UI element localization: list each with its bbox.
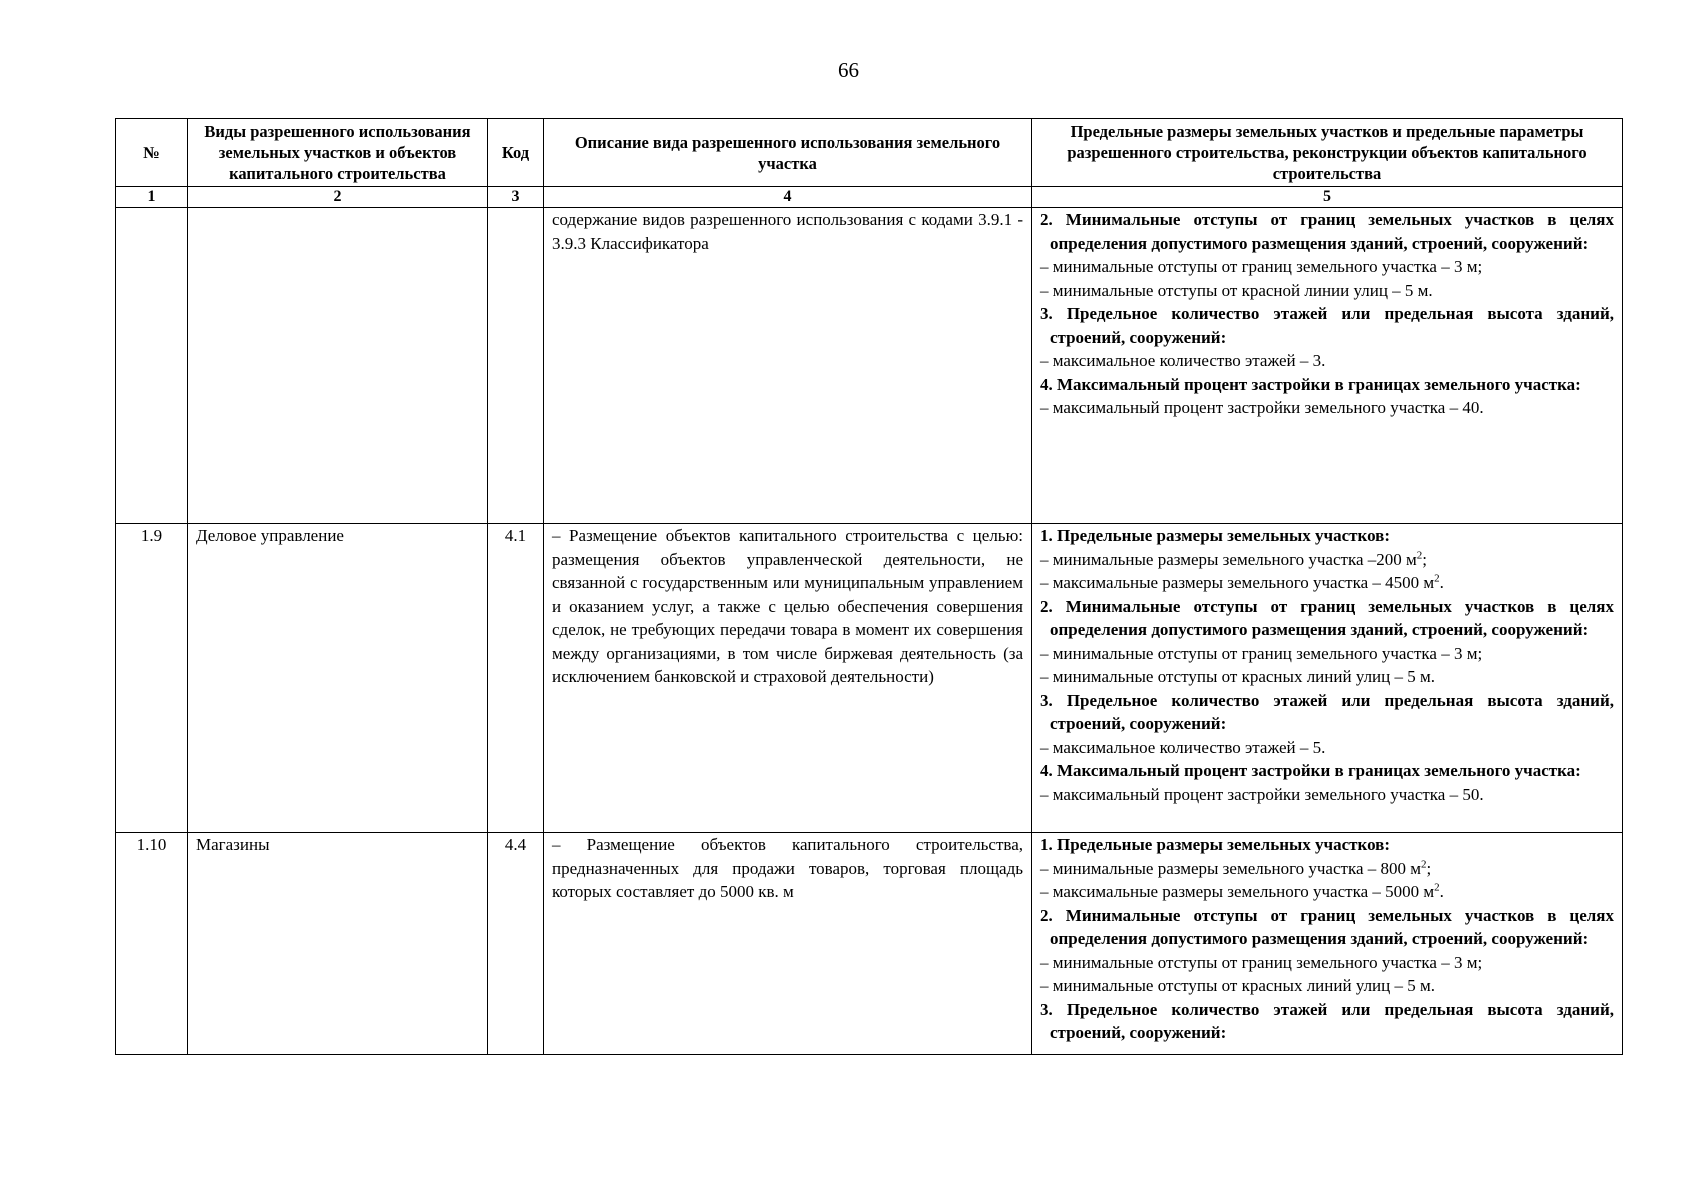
parameter-text: – минимальные размеры земельного участка – 800 м: [1040, 858, 1422, 878]
unit-superscript: 2: [1416, 548, 1423, 561]
column-number: 1: [116, 187, 188, 208]
parameter-heading: 3. Предельное количество этажей или предельная высота зданий, строений, сооружений:: [1040, 690, 1614, 733]
parameter-heading: 4. Максимальный процент застройки в границах земельного участка:: [1040, 761, 1581, 780]
parameters-cell: [1032, 208, 1623, 524]
parameter-heading: 1. Предельные размеры земельных участков:: [1040, 835, 1391, 854]
parameter-text: – максимальное количество этажей – 5.: [1040, 737, 1326, 757]
code-cell: 4.1: [488, 524, 544, 833]
column-number: 3: [488, 187, 544, 208]
land-use-type-cell: [188, 208, 488, 524]
parameter-item: [1040, 736, 1614, 760]
page-number: 66: [838, 58, 859, 82]
column-number: 2: [188, 187, 488, 208]
table-row: [116, 524, 1623, 833]
row-number-cell: [116, 208, 188, 524]
table-body: [116, 208, 1623, 1055]
parameter-heading: 2. Минимальные отступы от границ земельных участков в целях определения допустимого размещения зданий, строений, сооружений:: [1040, 905, 1614, 948]
parameter-text: – минимальные размеры земельного участка –200 м: [1040, 549, 1417, 569]
parameter-heading: 4. Максимальный процент застройки в границах земельного участка:: [1040, 374, 1581, 394]
table-row: [116, 833, 1623, 1055]
unit-superscript: 2: [1421, 857, 1427, 870]
unit-superscript: 2: [1434, 572, 1440, 585]
parameter-heading: 1. Предельные размеры земельных участков:: [1040, 526, 1391, 545]
parameter-item: [1040, 880, 1614, 904]
header-num: №: [116, 119, 188, 187]
parameter-item: [1040, 951, 1614, 975]
unit-superscript: 2: [1434, 881, 1440, 894]
parameter-item: [1040, 857, 1614, 881]
column-number-row: [116, 187, 1623, 208]
parameter-item: [1040, 571, 1614, 595]
parameter-text: – минимальные отступы от красных линий улиц – 5 м.: [1040, 976, 1436, 995]
parameter-punctuation: .: [1439, 573, 1444, 592]
parameter-text: – минимальные отступы от границ земельного участка – 3 м;: [1040, 643, 1483, 663]
parameters-cell: [1032, 524, 1623, 833]
parameter-punctuation: .: [1439, 882, 1444, 901]
header-desc: Описание вида разрешенного использования земельного участка: [544, 119, 1032, 187]
description-cell: содержание видов разрешенного использования с кодами 3.9.1 - 3.9.3 Классификатора: [544, 208, 1032, 524]
parameter-item: [1040, 548, 1614, 572]
parameter-text: – максимальные размеры земельного участка – 5000 м: [1040, 882, 1435, 901]
parameter-item: [1040, 783, 1614, 807]
header-code: Код: [488, 119, 544, 187]
parameter-punctuation: ;: [1422, 549, 1427, 569]
description-cell: – Размещение объектов капитального строительства с целью: размещения объектов управленческой деятельности, не связанной с государственным или муниципальным управлением и оказанием услуг, а также с целью обеспечения совершения сделок, не требующих передачи товара в момент их совершения между организациями, в том числе биржевая деятельность (за исключением банковской и страховой деятельности): [544, 524, 1032, 833]
parameter-item: [1040, 349, 1614, 373]
parameter-item: [1040, 642, 1614, 666]
header-type: Виды разрешенного использования земельных участков и объектов капитального строительства: [188, 119, 488, 187]
column-number: 5: [1032, 187, 1623, 208]
parameter-text: – минимальные отступы от границ земельного участка – 3 м;: [1040, 952, 1483, 972]
parameter-item: [1040, 396, 1614, 420]
parameter-text: – максимальный процент застройки земельного участка – 50.: [1040, 784, 1484, 804]
header-params: Предельные размеры земельных участков и предельные параметры разрешенного строительства, реконструкции объектов капитального строительства: [1032, 119, 1623, 187]
parameter-heading: 3. Предельное количество этажей или предельная высота зданий, строений, сооружений:: [1040, 999, 1614, 1042]
parameter-text: – максимальные размеры земельного участка – 4500 м: [1040, 573, 1435, 592]
parameter-text: – минимальные отступы от красных линий улиц – 5 м.: [1040, 667, 1436, 686]
parameter-text: – максимальный процент застройки земельного участка – 40.: [1040, 398, 1484, 417]
row-number-cell: 1.10: [116, 833, 188, 1055]
table-row: [116, 208, 1623, 524]
parameter-item: [1040, 255, 1614, 279]
table-header-row: [116, 119, 1623, 187]
parameters-cell: [1032, 833, 1623, 1055]
code-cell: [488, 208, 544, 524]
parameter-heading: 2. Минимальные отступы от границ земельных участков в целях определения допустимого размещения зданий, строений, сооружений:: [1040, 210, 1614, 253]
parameter-heading: 3. Предельное количество этажей или предельная высота зданий, строений, сооружений:: [1040, 304, 1614, 347]
parameter-text: – максимальное количество этажей – 3.: [1040, 351, 1326, 370]
parameter-text: – минимальные отступы от границ земельного участка – 3 м;: [1040, 257, 1483, 276]
description-cell: – Размещение объектов капитального строительства, предназначенных для продажи товаров, торговая площадь которых составляет до 5000 кв. м: [544, 833, 1032, 1055]
code-cell: 4.4: [488, 833, 544, 1055]
parameter-item: [1040, 974, 1614, 998]
parameter-text: – минимальные отступы от красной линии улиц – 5 м.: [1040, 280, 1433, 300]
parameter-punctuation: ;: [1426, 858, 1432, 878]
row-number-cell: 1.9: [116, 524, 188, 833]
land-use-type-cell: Деловое управление: [188, 524, 488, 833]
parameter-heading: 2. Минимальные отступы от границ земельных участков в целях определения допустимого размещения зданий, строений, сооружений:: [1040, 596, 1614, 639]
parameter-item: [1040, 665, 1614, 689]
land-use-type-cell: Магазины: [188, 833, 488, 1055]
column-number: 4: [544, 187, 1032, 208]
land-use-table: [115, 118, 1623, 1055]
parameter-item: [1040, 279, 1614, 303]
